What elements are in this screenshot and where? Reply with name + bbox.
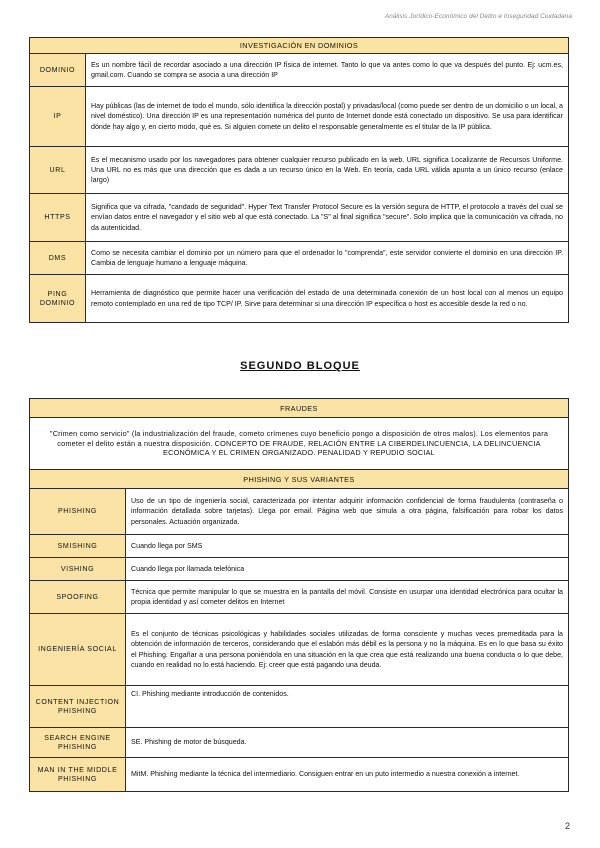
table-row	[30, 147, 569, 194]
row-label: PING DOMINIO	[30, 275, 86, 323]
row-label: INGENIERÍA SOCIAL	[30, 614, 126, 686]
row-text: Uso de un tipo de ingeniería social, caracterizada por intentar adquirir información confidencial de forma fraudulenta (contraseña o información detallada sobre tarjetas). Llega por email. Página web que simula a otra página, falsificación para robar los datos personales. Actuación organizada.	[126, 489, 569, 535]
row-label: VISHING	[30, 558, 126, 581]
running-header: Análisis Jurídico-Económico del Delito e Inseguridad Ciudadana	[384, 13, 572, 20]
row-label: DOMINIO	[30, 54, 86, 87]
row-text: Cuando llega por llamada telefónica	[126, 558, 569, 581]
row-label: URL	[30, 147, 86, 194]
page-number: 2	[564, 821, 570, 831]
row-label: IP	[30, 87, 86, 147]
row-label: PHISHING	[30, 489, 126, 535]
row-label: SPOOFING	[30, 581, 126, 614]
row-label: CONTENT INJECTION PHISHING	[30, 686, 126, 728]
row-label: DMS	[30, 242, 86, 275]
table-row	[30, 728, 569, 758]
table-row	[30, 558, 569, 581]
domains-table-title: INVESTIGACIÓN EN DOMINIOS	[30, 38, 569, 54]
table-row	[30, 581, 569, 614]
row-label: SEARCH ENGINE PHISHING	[30, 728, 126, 758]
row-text: Herramienta de diagnóstico que permite hacer una verificación del estado de una determinada conexión de un host local con al menos un equipo remoto contemplado en una red de tipo TCP/ IP. Sirve para determinar si una dirección IP específica o host es accesible desde la red o no.	[86, 275, 569, 323]
fraud-intro: "Crimen como servicio" (la industrialización del fraude, cometo crímenes cuyo beneficio pongo a disposición de otros malos). Los elementos para cometer el delito están a nuestra disposición. CONCEPTO DE FRAUDE, RELACIÓN ENTRE LA CIBERDELINCUENCIA, LA DELINCUENCIA ECONÓMICA Y EL CRIMEN ORGANIZADO. PENALIDAD Y REPUDIO SOCIAL	[30, 418, 569, 470]
phishing-subtitle: PHISHING Y SUS VARIANTES	[30, 470, 569, 489]
row-text: MitM. Phishing mediante la técnica del intermediario. Consiguen entrar en un puto intermedio a nuestra conexión a internet.	[126, 758, 569, 792]
row-text: Significa que va cifrada, "candado de seguridad". Hyper Text Transfer Protocol Secure es la versión segura de HTTP, el protocolo a través del cual se envían datos entre el navegador y el sitio web al que está conectado. La "S" al final significa "secure". Solo implica que la comunicación va cifrada, no da autenticidad.	[86, 194, 569, 242]
row-text: Cuando llega por SMS	[126, 535, 569, 558]
row-label: HTTPS	[30, 194, 86, 242]
fraud-table-title: FRAUDES	[30, 399, 569, 418]
row-text: CI. Phishing mediante introducción de contenidos.	[126, 686, 569, 728]
row-label: SMISHING	[30, 535, 126, 558]
table-row	[30, 54, 569, 87]
row-text: Es el mecanismo usado por los navegadores para obtener cualquier recurso publicado en la web. URL significa Localizante de Recursos Uniforme. Una URL no es más que una dirección que es dada a un recurso único en la Web. En teoría, cada URL válida apunta a un único recurso (enlace largo)	[86, 147, 569, 194]
row-label: MAN IN THE MIDDLE PHISHING	[30, 758, 126, 792]
table-row	[30, 614, 569, 686]
table-row	[30, 535, 569, 558]
fraud-table	[29, 398, 569, 792]
table-row	[30, 194, 569, 242]
row-text: Técnica que permite manipular lo que se muestra en la pantalla del móvil. Consiste en usurpar una identidad electrónica para ocultar la propia identidad y así cometer delitos en Internet	[126, 581, 569, 614]
row-text: Hay públicas (las de internet de todo el mundo, sólo identifica la dirección postal) y privadas/local (como puede ser dentro de un domicilio o un local, a nivel doméstico). Una dirección IP es una representación numérica del punto de Internet donde está conectado un dispositivo. Se usa para identificar dónde hay algo y, en cierto modo, qué es. Si alguien comete un delito el responsable generalmente es el titular de la IP pública.	[86, 87, 569, 147]
table-row	[30, 87, 569, 147]
row-text: Es el conjunto de técnicas psicológicas y habilidades sociales utilizadas de forma consciente y muchas veces premeditada para la obtención de información de terceros, considerando que el eslabón más débil es la persona y no la máquina. Es en lo que basa su éxito el Phishing. Engañar a una persona poniéndola en una situación en la que crea que está realizando una buena conducta o lo que debe, cuando en realidad no lo está haciendo. Ej: creer que está pagando una deuda.	[126, 614, 569, 686]
table-row	[30, 275, 569, 323]
row-text: Como se necesita cambiar el dominio por un número para que el ordenador lo "comprenda", este servidor convierte el dominio en una dirección IP. Cambia de lenguaje humano a lenguaje máquina.	[86, 242, 569, 275]
table-row	[30, 489, 569, 535]
section-title: SEGUNDO BLOQUE	[240, 360, 360, 372]
table-row	[30, 758, 569, 792]
domains-table	[29, 37, 569, 323]
table-row	[30, 686, 569, 728]
table-row	[30, 242, 569, 275]
row-text: SE. Phishing de motor de búsqueda.	[126, 728, 569, 758]
row-text: Es un nombre fácil de recordar asociado a una dirección IP física de internet. Tanto lo que va antes como lo que va después del punto. Ej: ucm.es, gmail.com. Cuando se compra se asocia a una dirección IP	[86, 54, 569, 87]
